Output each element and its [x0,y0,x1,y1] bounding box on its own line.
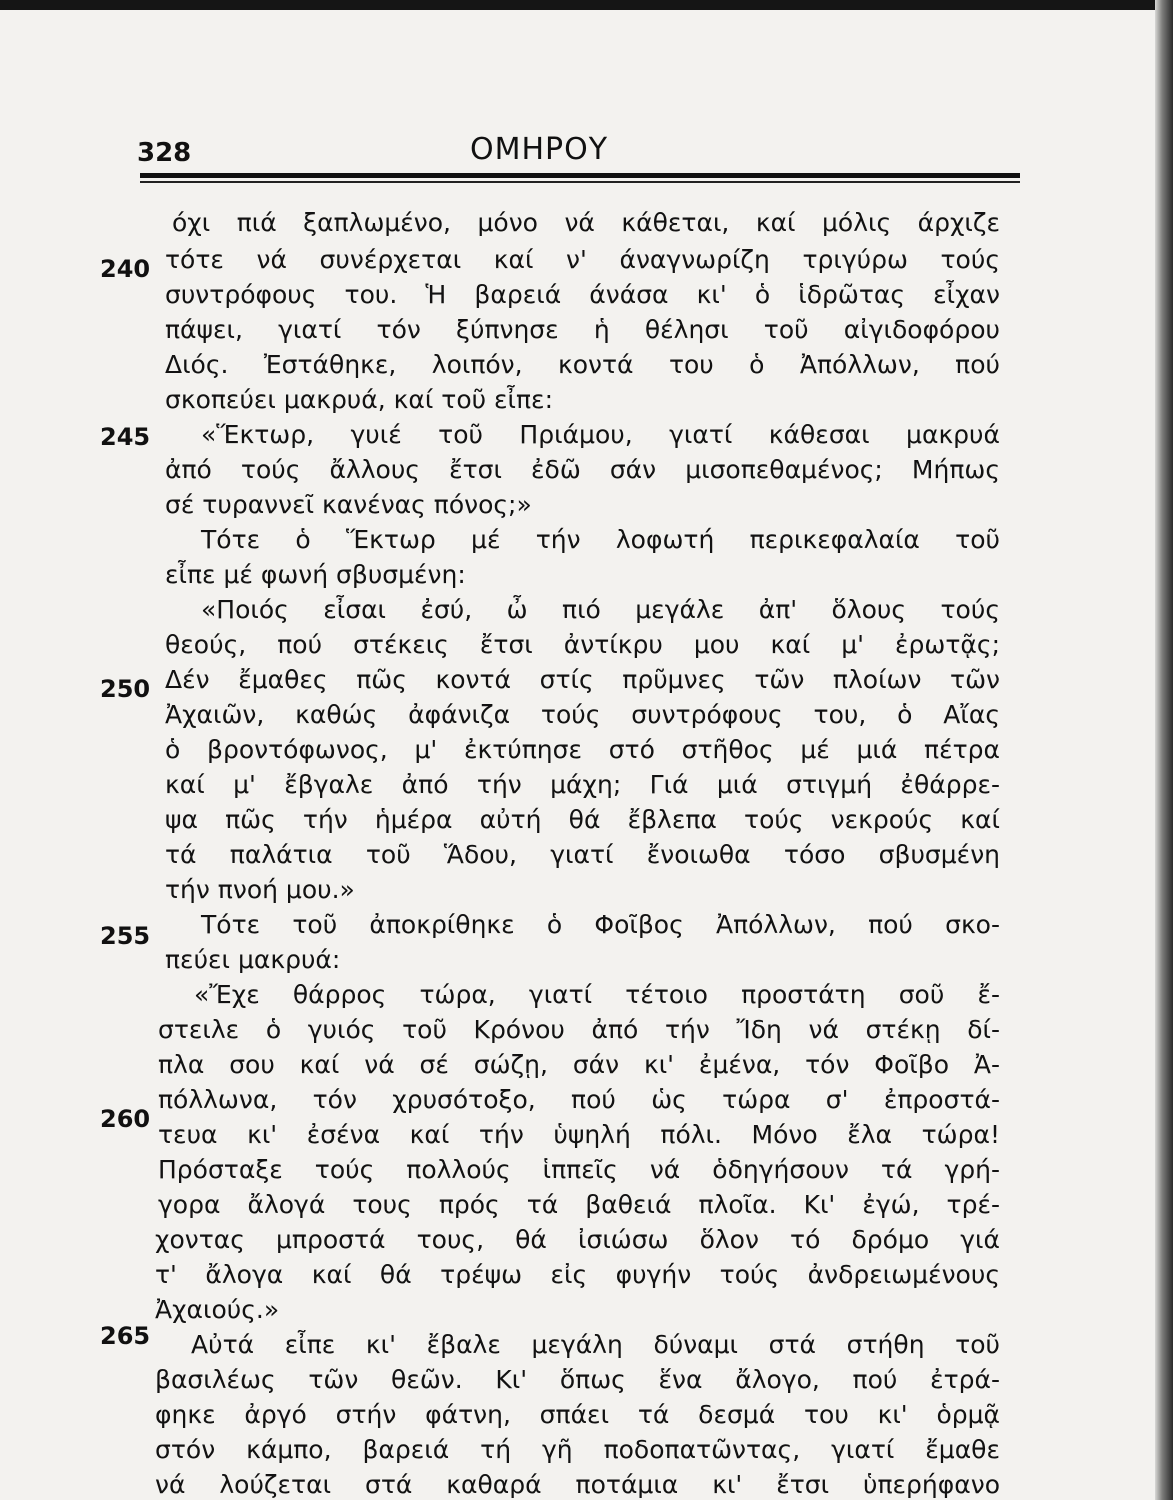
text-line: Αὐτά εἶπε κι' ἔβαλε μεγάλη δύναμι στά στήθη τοῦ [191,1330,1000,1359]
text-line: Διός. Ἐστάθηκε, λοιπόν, κοντά του ὁ Ἀπόλλων, πού [165,350,1000,379]
text-line: σκοπεύει μακρυά, καί τοῦ εἶπε: [165,385,553,414]
running-title: ΟΜΗΡΟΥ [470,132,609,167]
text-line: φηκε ἀργό στήν φάτνη, σπάει τά δεσμά του κι' ὁρμᾷ [155,1400,1000,1429]
text-line: τ' ἄλογα καί θά τρέψω εἰς φυγήν τούς ἀνδρειωμένους [155,1260,1000,1289]
text-line: ὁ βροντόφωνος, μ' ἐκτύπησε στό στῆθος μέ μιά πέτρα [165,735,1000,764]
text-line: βασιλέως τῶν θεῶν. Κι' ὅπως ἕνα ἄλογο, πού ἐτρά- [155,1365,1000,1394]
text-line: «Ἔχε θάρρος τώρα, γιατί τέτοιο προστάτη σοῦ ἔ- [194,980,1000,1009]
line-number: 250 [100,675,151,703]
text-line: εἶπε μέ φωνή σβυσμένη: [165,560,466,589]
text-line: τευα κι' ἐσένα καί τήν ὑψηλή πόλι. Μόνο ἔλα τώρα! [158,1120,1000,1149]
text-line: σέ τυραννεῖ κανένας πόνος;» [165,490,532,519]
line-number: 265 [100,1322,151,1350]
text-line: Τότε τοῦ ἀποκρίθηκε ὁ Φοῖβος Ἀπόλλων, πού σκο- [201,910,1000,939]
text-line: Τότε ὁ Ἕκτωρ μέ τήν λοφωτή περικεφαλαία τοῦ [201,525,1000,554]
text-line: τά παλάτια τοῦ Ἅδου, γιατί ἔνοιωθα τόσο σβυσμένη [165,840,1000,869]
page-number: 328 [137,138,192,168]
text-line: «Ἕκτωρ, γυιέ τοῦ Πριάμου, γιατί κάθεσαι μακρυά [201,420,1000,449]
text-line: καί μ' ἔβγαλε ἀπό τήν μάχη; Γιά μιά στιγμή ἐθάρρε- [165,770,1000,799]
text-line: Δέν ἔμαθες πῶς κοντά στίς πρῦμνες τῶν πλοίων τῶν [165,665,1000,694]
text-line: στειλε ὁ γυιός τοῦ Κρόνου ἀπό τήν Ἴδη νά στέκῃ δί- [158,1015,1000,1044]
line-number: 240 [100,255,151,283]
text-line: πάψει, γιατί τόν ξύπνησε ἡ θέλησι τοῦ αἰγιδοφόρου [165,315,1000,344]
book-page [0,10,1155,1500]
text-line: Πρόσταξε τούς πολλούς ἱππεῖς νά ὁδηγήσουν τά γρή- [158,1155,1000,1184]
text-line: θεούς, πού στέκεις ἔτσι ἀντίκρυ μου καί μ' ἐρωτᾷς; [165,630,1000,659]
text-line: ἀπό τούς ἄλλους ἔτσι ἐδῶ σάν μισοπεθαμένος; Μήπως [165,455,1000,484]
text-line: γορα ἄλογά τους πρός τά βαθειά πλοῖα. Κι' ἐγώ, τρέ- [158,1190,1000,1219]
text-line: χοντας μπροστά τους, θά ἰσιώσω ὅλον τό δρόμο γιά [155,1225,1000,1254]
text-line: πόλλωνα, τόν χρυσότοξο, πού ὡς τώρα σ' ἐπροστά- [158,1085,1000,1114]
text-line: τήν πνοή μου.» [165,875,355,904]
page-edge-shadow [1155,0,1173,1500]
header-rule [140,173,1020,178]
text-line: στόν κάμπο, βαρειά τή γῆ ποδοπατῶντας, γιατί ἔμαθε [155,1435,1000,1464]
text-line: Ἀχαιούς.» [155,1295,280,1324]
text-line: ψα πῶς τήν ἡμέρα αὐτή θά ἔβλεπα τούς νεκρούς καί [165,805,1000,834]
text-line: τότε νά συνέρχεται καί ν' άναγνωρίζη τριγύρω τούς [165,245,1000,274]
header-rule-thin [140,181,1020,183]
text-line: πεύει μακρυά: [165,945,341,974]
line-number: 245 [100,423,151,451]
text-line: Ἀχαιῶν, καθώς ἀφάνιζα τούς συντρόφους του, ὁ Αἴας [165,700,1000,729]
line-number: 255 [100,922,151,950]
text-line: πλα σου καί νά σέ σώζῃ, σάν κι' ἐμένα, τόν Φοῖβο Ἀ- [158,1050,1000,1079]
line-number: 260 [100,1105,151,1133]
text-line: συντρόφους του. Ἡ βαρειά άνάσα κι' ὁ ἱδρῶτας εἶχαν [165,280,1000,309]
text-line: «Ποιός εἶσαι ἐσύ, ὦ πιό μεγάλε ἀπ' ὅλους τούς [201,595,1000,624]
text-line: νά λούζεται στά καθαρά ποτάμια κι' ἔτσι ὑπερήφανο [155,1470,1000,1498]
text-line: όχι πιά ξαπλωμένο, μόνο νά κάθεται, καί μόλις άρχιζε [172,208,1000,237]
